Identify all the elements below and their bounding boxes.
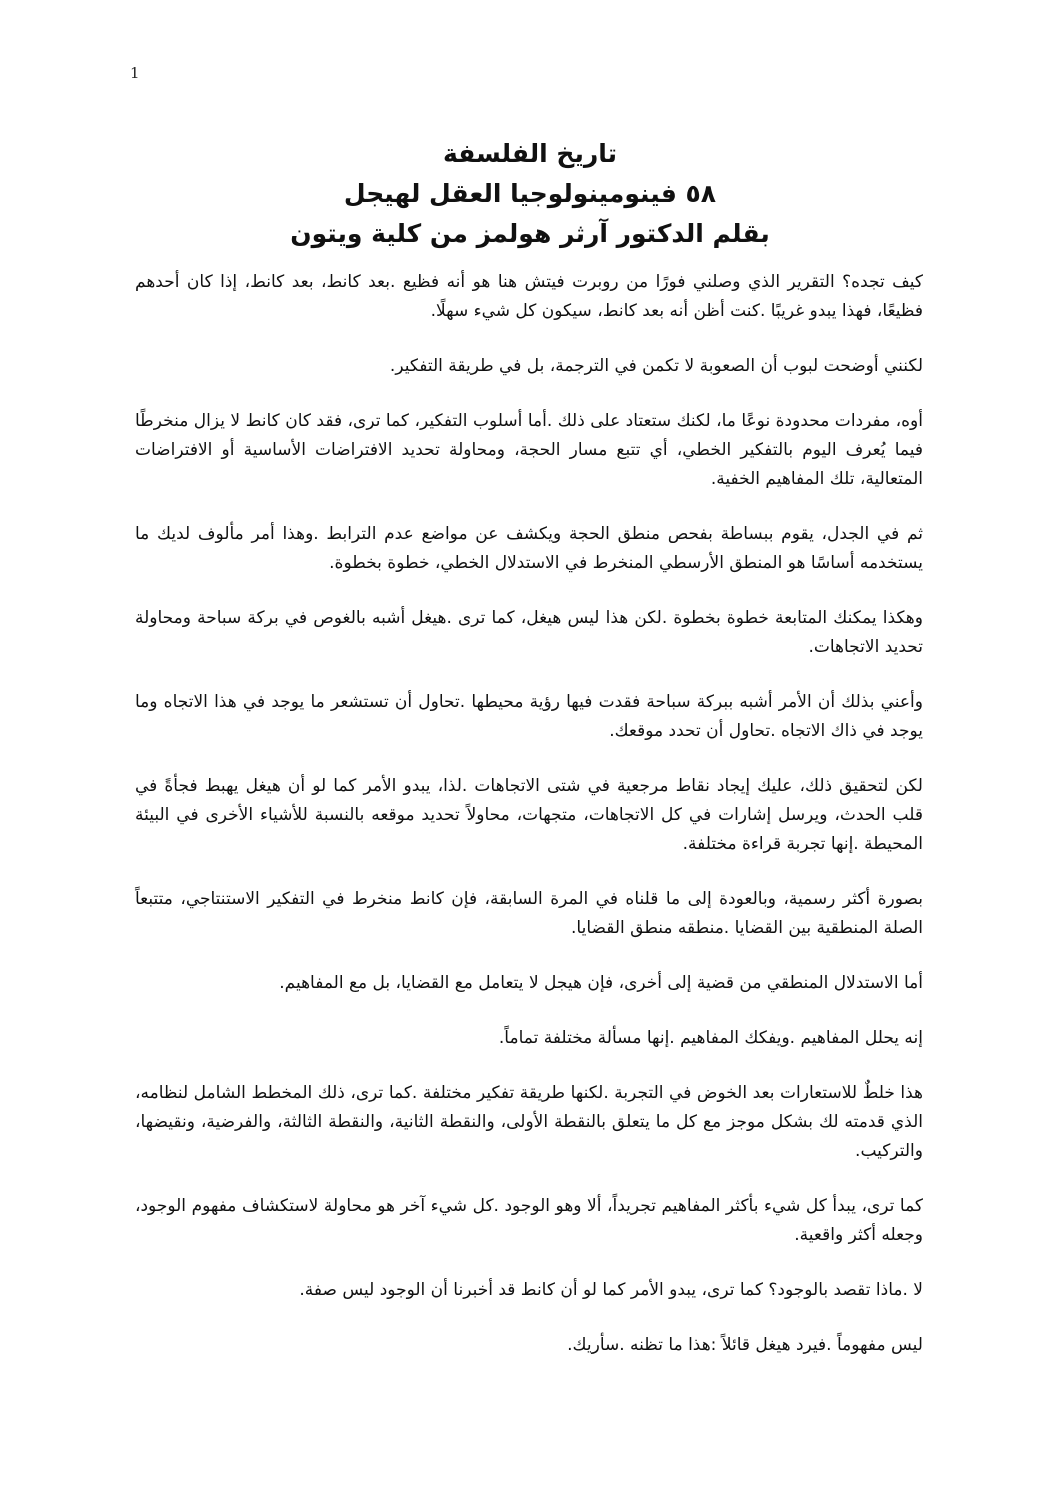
- paragraph-3: أوه، مفردات محدودة نوعًا ما، لكنك ستعتاد على ذلك .أما أسلوب التفكير، كما ترى، فقد كان كانط لا يزال منخرطًا فيما يُعرف اليوم بالتفكير الخطي، أي تتبع مسار الحجة، ومحاولة تحديد الافتراضات الأساسية أو الافتراضات المتعالية، تلك المفاهيم الخفية.: [135, 411, 923, 489]
- document-title: [140, 134, 920, 254]
- paragraph-1: كيف تجده؟ التقرير الذي وصلني فورًا من روبرت فيتش هنا هو أنه فظيع .بعد كانط، بعد كانط، إذا كان أحدهم فظيعًا، فهذا يبدو غريبًا .كنت أظن أنه بعد كانط، سيكون كل شيء سهلًا.: [135, 272, 923, 321]
- paragraph-2: لكنني أوضحت لبوب أن الصعوبة لا تكمن في الترجمة، بل في طريقة التفكير.: [389, 356, 923, 376]
- paragraph-12: كما ترى، يبدأ كل شيء بأكثر المفاهيم تجريداً، ألا وهو الوجود .كل شيء آخر هو محاولة لاستكشاف مفهوم الوجود، وجعله أكثر واقعية.: [135, 1196, 923, 1245]
- title-line-author: بقلم الدكتور آرثر هولمز من كلية ويتون: [290, 219, 770, 248]
- paragraph-7: لكن لتحقيق ذلك، عليك إيجاد نقاط مرجعية في شتى الاتجاهات .لذا، يبدو الأمر كما لو أن هيغل يهبط فجأةً في قلب الحدث، ويرسل إشارات في كل الاتجاهات، متجهات، محاولاً تحديد موقعه بالنسبة للأشياء الأخرى في البيئة المحيطة .إنها تجربة قراءة مختلفة.: [135, 776, 923, 854]
- page-number: 1: [130, 64, 140, 82]
- paragraph-5: وهكذا يمكنك المتابعة خطوة بخطوة .لكن هذا ليس هيغل، كما ترى .هيغل أشبه بالغوص في بركة سباحة ومحاولة تحديد الاتجاهات.: [135, 608, 923, 657]
- paragraph-9: أما الاستدلال المنطقي من قضية إلى أخرى، فإن هيجل لا يتعامل مع القضايا، بل مع المفاهيم.: [279, 973, 923, 993]
- title-line-lecture: ٥٨ فينومينولوجيا العقل لهيجل: [343, 179, 717, 208]
- paragraph-6: وأعني بذلك أن الأمر أشبه ببركة سباحة فقدت فيها رؤية محيطها .تحاول أن تستشعر ما يوجد في هذا الاتجاه وما يوجد في ذاك الاتجاه .تحاول أن تحدد موقعك.: [135, 692, 923, 741]
- document-body: [135, 268, 923, 1386]
- paragraph-10: إنه يحلل المفاهيم .ويفكك المفاهيم .إنها مسألة مختلفة تماماً.: [498, 1028, 923, 1048]
- paragraph-8: بصورة أكثر رسمية، وبالعودة إلى ما قلناه في المرة السابقة، فإن كانط منخرط في التفكير الاستنتاجي، متتبعاً الصلة المنطقية بين القضايا .منطقه منطق القضايا.: [135, 889, 923, 938]
- paragraph-14: ليس مفهوماً .فيرد هيغل قائلاً :هذا ما تظنه .سأريك.: [567, 1335, 923, 1355]
- paragraph-13: لا .ماذا تقصد بالوجود؟ كما ترى، يبدو الأمر كما لو أن كانط قد أخبرنا أن الوجود ليس صفة.: [299, 1280, 923, 1300]
- paragraph-4: ثم في الجدل، يقوم ببساطة بفحص منطق الحجة ويكشف عن مواضع عدم الترابط .وهذا أمر مألوف لديك ما يستخدمه أساسًا هو المنطق الأرسطي المنخرط في الاستدلال الخطي، خطوة بخطوة.: [135, 524, 923, 573]
- paragraph-11: هذا خلطٌ للاستعارات بعد الخوض في التجربة .لكنها طريقة تفكير مختلفة .كما ترى، ذلك المخطط الشامل لنظامه، الذي قدمته لك بشكل موجز مع كل ما يتعلق بالنقطة الأولى، والنقطة الثانية، والنقطة الثالثة، والفرضية، ونقيضها، والتركيب.: [135, 1083, 923, 1161]
- title-line-series: تاريخ الفلسفة: [442, 139, 618, 168]
